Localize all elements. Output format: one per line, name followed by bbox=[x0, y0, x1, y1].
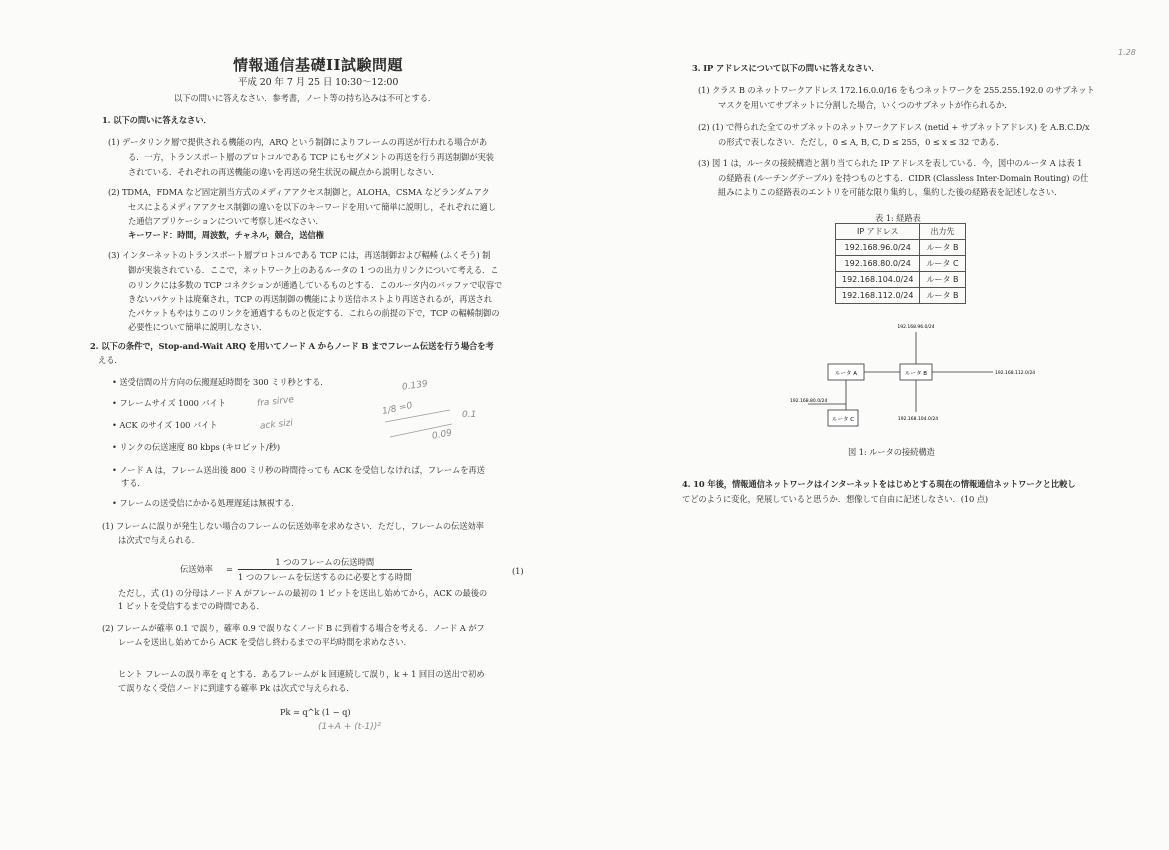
q1-2-line3: た通信アプリケーションについて考察し述べなさい． bbox=[128, 216, 324, 226]
q2-2-line1: (2) フレームが確率 0.1 で誤り，確率 0.9 で誤りなくノード B に到着する場合を考える．ノード A がフ bbox=[102, 623, 485, 633]
exam-title: 情報通信基礎II試験問題 bbox=[233, 56, 404, 74]
q2-hint-line2: て誤りなく受信ノードに到達する確率 Pk は次式で与えられる． bbox=[118, 683, 355, 693]
exam-date: 平成 20 年 7 月 25 日 10:30〜12:00 bbox=[238, 77, 399, 88]
q2-1-line1: (1) フレームに誤りが発生しない場合のフレームの伝送効率を求めなさい．ただし，フレームの伝送効率 bbox=[102, 521, 484, 531]
col-output: 出力先 bbox=[920, 224, 965, 240]
handwritten-note-3: 0.1 bbox=[462, 410, 477, 420]
net-right-label: 192.168.112.0/24 bbox=[995, 371, 1036, 376]
table-row bbox=[836, 272, 966, 288]
q2-hint-formula: Pk = q^k (1 − q) bbox=[280, 707, 351, 717]
handwritten-scribble bbox=[380, 392, 460, 452]
handwritten-corner-note: 1.28 bbox=[1118, 48, 1136, 57]
q2-cond-6-text: フレームの送受信にかかる処理遅延は無視する． bbox=[119, 498, 300, 508]
router-c-label: ルータ C bbox=[831, 417, 855, 423]
net-left-label: 192.168.80.0/24 bbox=[790, 399, 828, 404]
handwritten-note-1: 0.139 bbox=[401, 379, 429, 393]
col-ip-address: IP アドレス bbox=[836, 224, 920, 240]
q2-heading-line1: 2. 以下の条件で，Stop-and-Wait ARQ を用いてノード A からノード B までフレーム伝送を行う場合を考 bbox=[90, 341, 494, 351]
q1-heading: 1. 以下の問いに答えなさい． bbox=[102, 115, 212, 125]
q3-2-line2: の形式で表しなさい．ただし，0 ≤ A, B, C, D ≤ 255，0 ≤ x ≤ 32 である． bbox=[718, 137, 1005, 147]
network-diagram bbox=[788, 320, 1048, 450]
net-top-label: 192.168.96.0/24 bbox=[897, 325, 935, 330]
q2-cond-5-text: ノード A は，フレーム送出後 800 ミリ秒の時間待っても ACK を受信しなければ，フレームを再送 bbox=[119, 465, 485, 475]
formula-number: (1) bbox=[512, 566, 524, 576]
cell-ip: 192.168.96.0/24 bbox=[836, 240, 920, 256]
q1-1-line2: る．一方，トランスポート層のプロトコルである TCP にもセグメントの再送を行う再送制御が実装 bbox=[128, 152, 494, 162]
q4-line2: てどのように変化，発展していると思うか．想像して自由に記述しなさい．(10 点) bbox=[682, 494, 989, 504]
figure-caption: 図 1: ルータの接続構造 bbox=[848, 447, 935, 457]
formula-denominator: 1 つのフレームを伝送するのに必要とする時間 bbox=[238, 572, 412, 582]
q2-cond-3-text: ACK のサイズ 100 バイト bbox=[119, 420, 218, 430]
router-a-label: ルータ A bbox=[834, 371, 858, 377]
q2-cond-5b: する． bbox=[121, 478, 146, 488]
q2-heading-line2: える． bbox=[98, 355, 123, 365]
table-caption: 表 1: 経路表 bbox=[875, 213, 921, 223]
q2-cond-3: • ACK のサイズ 100 バイト bbox=[112, 420, 218, 430]
cell-ip: 192.168.80.0/24 bbox=[836, 256, 920, 272]
q3-2-line1: (2) (1) で得られた全てのサブネットのネットワークアドレス (netid + サブネットアドレス) を A.B.C.D/x bbox=[698, 122, 1090, 132]
q1-3-line2: 御が実装されている．ここで，ネットワーク上のあるルータの 1 つの出力リンクについて考える．こ bbox=[128, 265, 499, 275]
cell-ip: 192.168.112.0/24 bbox=[836, 288, 920, 304]
q1-3-line4: きないパケットは廃棄され，TCP の再送制御の機能により送信ホストより再送されるが，再送され bbox=[128, 294, 493, 304]
q2-1-note2: 1 ビットを受信するまでの時間である． bbox=[118, 601, 265, 611]
formula-eq: = bbox=[226, 564, 233, 574]
q1-3-line5: たパケットもやはりこのリンクを通過するものと仮定する．これらの前提の下で，TCP の輻輳制御の bbox=[128, 308, 500, 318]
q1-1-line1: (1) データリンク層で提供される機能の内，ARQ という制御によりフレームの再送が行われる場合があ bbox=[108, 137, 488, 147]
handwritten-note-7: (1+A + (t-1))² bbox=[318, 722, 381, 732]
handwritten-note-4: 0.09 bbox=[431, 428, 453, 442]
q2-cond-4-text: リンクの伝送速度 80 kbps (キロビット/秒) bbox=[119, 442, 281, 452]
q2-cond-5: • ノード A は，フレーム送出後 800 ミリ秒の時間待っても ACK を受信しなければ，フレームを再送 bbox=[112, 465, 485, 475]
q1-2-line1: (2) TDMA，FDMA など固定割当方式のメディアアクセス制御と，ALOHA，CSMA などランダムアク bbox=[108, 187, 490, 197]
q2-cond-2: • フレームサイズ 1000 バイト bbox=[112, 398, 226, 408]
formula-numerator: 1 つのフレームの伝送時間 bbox=[238, 556, 412, 570]
q4-line1: 4. 10 年後，情報通信ネットワークはインターネットをはじめとする現在の情報通信ネットワークと比較し bbox=[682, 479, 1076, 489]
q3-1-line2: マスクを用いてサブネットに分割した場合，いくつのサブネットが作られるか． bbox=[718, 100, 1013, 110]
q1-1-line3: されている．それぞれの再送機能の違いを再送の発生状況の観点から説明しなさい． bbox=[128, 167, 440, 177]
q1-2-line2: セスによるメディアアクセス制御の違いを以下のキーワードを用いて簡単に説明し，それぞれに適し bbox=[128, 202, 496, 212]
q2-cond-1: • 送受信間の片方向の伝搬遅延時間を 300 ミリ秒とする． bbox=[112, 377, 329, 387]
q1-keywords: キーワード：時間，周波数，チャネル，競合，送信権 bbox=[128, 230, 324, 240]
q3-1-line1: (1) クラス B のネットワークアドレス 172.16.0.0/16 をもつネットワークを 255.255.192.0 のサブネット bbox=[698, 85, 1095, 95]
table-row bbox=[836, 256, 966, 272]
q2-cond-1-text: 送受信間の片方向の伝搬遅延時間を 300 ミリ秒とする． bbox=[119, 377, 329, 387]
q2-2-line2: レームを送出し始めてから ACK を受信し終わるまでの平均時間を求めなさい． bbox=[118, 637, 412, 647]
q3-heading: 3. IP アドレスについて以下の問いに答えなさい． bbox=[692, 63, 880, 73]
q1-3-line3: のリンクには多数の TCP コネクションが通過しているものとする．このルータ内のバッファで収容で bbox=[128, 280, 503, 290]
cell-dest: ルータ B bbox=[920, 272, 965, 288]
cell-dest: ルータ C bbox=[920, 256, 965, 272]
router-b-label: ルータ B bbox=[904, 371, 928, 377]
q3-3-line2: の経路表 (ルーチングテーブル) を持つものとする．CIDR (Classless Inter-Domain Routing) の仕 bbox=[718, 173, 1089, 183]
handwritten-note-2: 1/8 =0 bbox=[381, 400, 414, 418]
cell-ip: 192.168.104.0/24 bbox=[836, 272, 920, 288]
q2-1-line2: は次式で与えられる． bbox=[118, 535, 200, 545]
cell-dest: ルータ B bbox=[920, 240, 965, 256]
table-row bbox=[836, 288, 966, 304]
cell-dest: ルータ B bbox=[920, 288, 965, 304]
q3-3-line1: (3) 図 1 は，ルータの接続構造と割り当てられた IP アドレスを表している．今，図中のルータ A は表 1 bbox=[698, 158, 1083, 168]
q2-hint-line1: ヒント フレームの誤り率を q とする．あるフレームが k 回連続して誤り，k + 1 回目の送出で初め bbox=[118, 669, 485, 679]
q1-3-line6: 必要性について簡単に説明しなさい． bbox=[128, 322, 268, 332]
exam-instructions: 以下の問いに答えなさい．参考書，ノート等の持ち込みは不可とする． bbox=[174, 93, 437, 103]
efficiency-formula bbox=[238, 556, 412, 583]
routing-table bbox=[835, 223, 966, 304]
formula-label: 伝送効率 bbox=[180, 564, 213, 574]
q1-3-line1: (3) インターネットのトランスポート層プロトコルである TCP には，再送制御および輻輳 (ふくそう) 制 bbox=[108, 250, 491, 260]
q2-cond-4: • リンクの伝送速度 80 kbps (キロビット/秒) bbox=[112, 442, 281, 452]
q3-3-line3: 組みによりこの経路表のエントリを可能な限り集約し，集約した後の経路表を記述しなさい． bbox=[718, 187, 1063, 197]
handwritten-note-6: ack sizi bbox=[259, 418, 294, 432]
q2-cond-6: • フレームの送受信にかかる処理遅延は無視する． bbox=[112, 498, 300, 508]
q2-1-note1: ただし，式 (1) の分母はノード A がフレームの最初の 1 ビットを送出し始めてから，ACK の最後の bbox=[118, 588, 488, 598]
net-bottom-label: 192.168.104.0/24 bbox=[897, 417, 939, 422]
handwritten-note-5: fra sirve bbox=[256, 395, 295, 409]
table-row bbox=[836, 240, 966, 256]
table-header-row bbox=[836, 224, 966, 240]
q2-cond-2-text: フレームサイズ 1000 バイト bbox=[119, 398, 226, 408]
